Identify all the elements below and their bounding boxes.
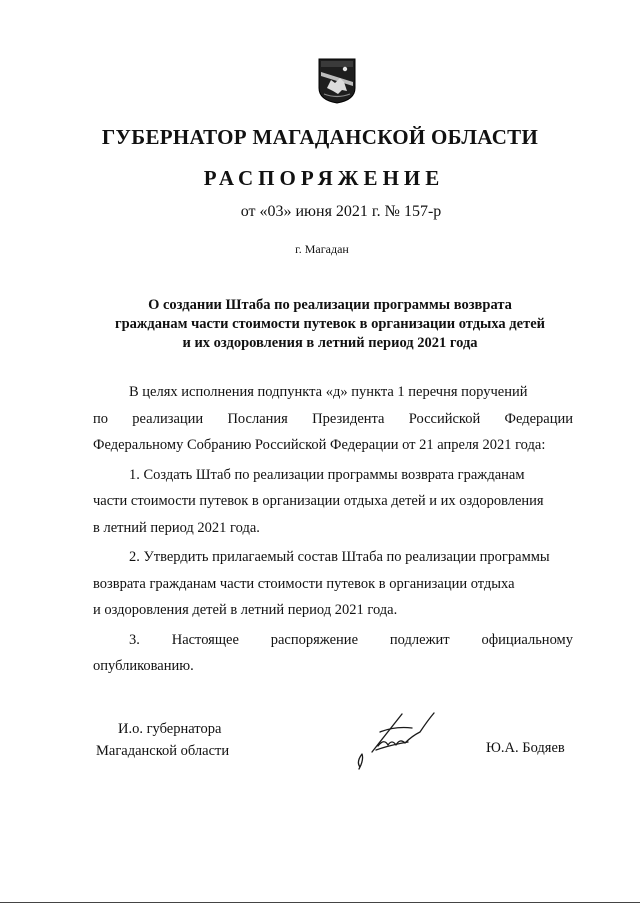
item-1-line: части стоимости путевок в организации отдыха детей и их оздоровления xyxy=(93,493,544,509)
item-2-line: и оздоровления детей в летний период 2021 года. xyxy=(93,602,398,618)
item-1-line: в летний период 2021 года. xyxy=(93,519,260,536)
word: Настоящее xyxy=(171,631,239,648)
word: по xyxy=(93,410,109,427)
signer-position-line: Магаданской области xyxy=(96,743,230,759)
governor-title: ГУБЕРНАТОР МАГАДАНСКОЙ ОБЛАСТИ xyxy=(101,125,539,149)
document-city: г. Магадан xyxy=(295,242,349,256)
word: Федерации xyxy=(504,410,573,427)
signer-name: Ю.А. Бодяев xyxy=(486,740,565,756)
word: Российской xyxy=(408,410,481,427)
page-bottom-rule xyxy=(0,902,640,903)
signer-position-line: И.о. губернатора xyxy=(118,721,222,737)
preamble-line-justified xyxy=(93,406,573,433)
item-1-line: 1. Создать Штаб по реализации программы возврата гражданам xyxy=(129,466,525,483)
preamble-line: В целях исполнения подпункта «д» пункта 1 перечня поручений xyxy=(129,384,528,400)
subject-line: и их оздоровления в летний период 2021 года xyxy=(182,335,478,351)
word: распоряжение xyxy=(270,631,359,648)
word: реализации xyxy=(132,410,204,427)
word: подлежит xyxy=(389,631,450,648)
item-2-line: 2. Утвердить прилагаемый состав Штаба по реализации программы xyxy=(129,549,550,565)
signer-position xyxy=(96,718,256,762)
subject-line: гражданам части стоимости путевок в организации отдыха детей xyxy=(115,316,545,332)
document-subject xyxy=(90,296,570,353)
word: 3. xyxy=(129,631,140,648)
document-body xyxy=(93,379,573,680)
document-date-number: от «03» июня 2021 г. № 157-р xyxy=(240,203,442,220)
preamble-line: Федеральному Собранию Российской Федерации от 21 апреля 2021 года: xyxy=(93,437,546,453)
item-2-line: возврата гражданам части стоимости путевок в организации отдыха xyxy=(93,575,515,592)
handwritten-signature xyxy=(350,712,440,782)
document-type: РАСПОРЯЖЕНИЕ xyxy=(203,166,445,190)
subject-line: О создании Штаба по реализации программы возврата xyxy=(148,297,512,313)
item-3-line: опубликованию. xyxy=(93,658,194,674)
word: Послания xyxy=(227,410,288,427)
magadan-coat-of-arms-icon xyxy=(318,58,356,104)
word: официальному xyxy=(481,631,573,648)
word: Президента xyxy=(312,410,385,427)
item-3-line-justified xyxy=(93,627,573,654)
